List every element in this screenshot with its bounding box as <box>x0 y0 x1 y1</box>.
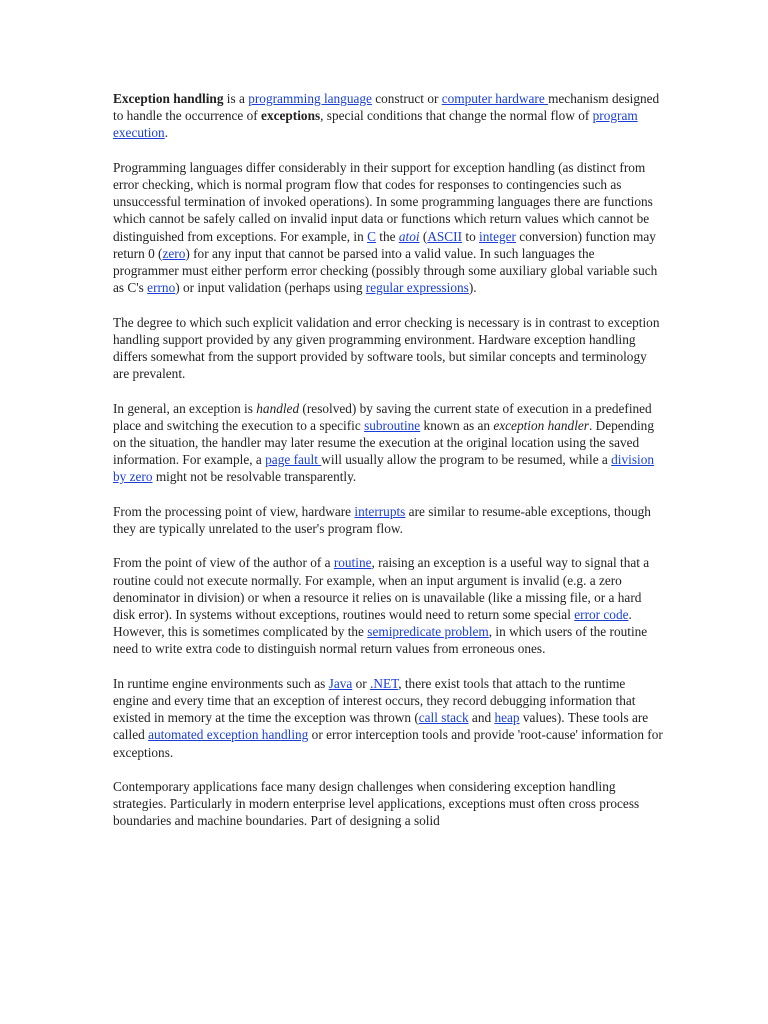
text-run: . However, this is sometimes complicated by the <box>113 607 632 640</box>
hyperlink[interactable]: zero <box>162 245 186 261</box>
hyperlink[interactable]: automated exception handling <box>148 727 309 743</box>
text-run: . Depending on the situation, the handler may later resume the execution at the original location using the saved information. For example, a <box>113 417 654 468</box>
text-run: , in which users of the routine need to write extra code to distinguish normal return values from erroneous ones. <box>113 624 648 657</box>
hyperlink[interactable]: Java <box>328 675 353 691</box>
bold-term: Exception handling <box>113 91 224 106</box>
text-run: Programming languages differ considerably in their support for exception handling (as distinct from error checking, which is normal program flow that codes for responses to contingencies such as unsuccessful termination of invoked operations). In some programming languages there are functions which cannot be safely called on invalid input data or functions which return values which cannot be distinguished from exceptions. For example, in <box>113 159 653 244</box>
hyperlink[interactable]: programming language <box>248 91 372 106</box>
italic-term: exception handler <box>493 417 589 433</box>
hyperlink[interactable]: routine <box>333 555 372 571</box>
text-run: , there exist tools that attach to the runtime engine and every time that an exception of interest occurs, they record debugging information that existed in memory at the time the exception was thrown ( <box>113 675 636 726</box>
text-run: The degree to which such explicit validation and error checking is necessary is in contrast to exception handling support provided by any given programming environment. Hardware exception handling differs somewhat from the support provided by software tools, but similar concepts and terminology are prevalent. <box>113 314 660 382</box>
hyperlink[interactable]: integer <box>479 228 516 244</box>
text-run: ( <box>419 228 428 244</box>
hyperlink[interactable]: semipredicate problem <box>367 624 489 640</box>
text-run: . <box>164 125 169 141</box>
text-run: and <box>468 710 495 726</box>
paragraph-7 <box>113 675 663 761</box>
hyperlink[interactable]: .NET <box>370 675 399 691</box>
paragraph-3 <box>113 314 663 383</box>
text-run: are similar to resume-able exceptions, though they are typically unrelated to the user's program flow. <box>113 503 651 537</box>
bold-term: exceptions <box>261 108 321 124</box>
text-run: , special conditions that change the normal flow of <box>320 108 593 124</box>
text-run: In runtime engine environments such as <box>113 675 329 691</box>
hyperlink[interactable]: call stack <box>418 710 469 726</box>
paragraph-1 <box>113 90 663 142</box>
hyperlink[interactable]: errno <box>147 280 176 296</box>
hyperlink[interactable]: regular expressions <box>365 280 469 296</box>
text-run: known as an <box>420 417 494 433</box>
italic-term: handled <box>256 400 300 416</box>
hyperlink[interactable]: ASCII <box>427 228 463 244</box>
hyperlink[interactable]: interrupts <box>354 503 406 519</box>
hyperlink[interactable]: division by zero <box>113 452 655 485</box>
text-run: ) for any input that cannot be parsed into a valid value. In such languages the programmer must either perform error checking (possibly through some auxiliary global variable such as C's <box>113 245 658 296</box>
hyperlink[interactable]: atoi <box>398 228 420 244</box>
text-run: From the point of view of the author of a <box>113 555 334 571</box>
text-run: the <box>375 228 399 244</box>
text-run: (resolved) by saving the current state of execution in a predefined place and switching the execution to a specific <box>113 400 652 433</box>
document-body <box>113 90 663 847</box>
text-run: mechanism designed to handle the occurrence of <box>113 91 660 124</box>
hyperlink[interactable]: page fault <box>265 452 322 468</box>
hyperlink[interactable]: subroutine <box>364 417 421 433</box>
text-run: will usually allow the program to be resumed, while a <box>321 452 612 468</box>
text-run: conversion) function may return 0 ( <box>113 228 656 261</box>
text-run: construct or <box>371 91 442 106</box>
text-run: is a <box>223 91 249 106</box>
hyperlink[interactable]: heap <box>494 710 520 726</box>
paragraph-4 <box>113 400 663 486</box>
text-run: In general, an exception is <box>113 400 257 416</box>
text-run: Contemporary applications face many design challenges when considering exception handling strategies. Particularly in modern enterprise level applications, exceptions must often cross process boundaries and machine boundaries. Part of designing a solid <box>113 779 640 829</box>
paragraph-5 <box>113 503 663 537</box>
text-run: to <box>462 228 480 244</box>
text-run: From the processing point of view, hardware <box>113 503 355 519</box>
hyperlink[interactable]: execution <box>113 125 165 141</box>
hyperlink[interactable]: error code <box>574 607 629 623</box>
hyperlink[interactable]: computer hardware <box>441 91 549 106</box>
paragraph-2 <box>113 159 663 297</box>
text-run: ) or input validation (perhaps using <box>175 280 366 296</box>
text-run: ). <box>468 280 477 296</box>
text-run: , raising an exception is a useful way to signal that a routine could not execute normally. For example, when an input argument is invalid (e.g. a zero denominator in division) or when a resource it relies on is unavailable (like a missing file, or a hard disk error). In systems without exceptions, routines would need to return some special <box>113 555 650 623</box>
text-run: or error interception tools and provide 'root-cause' information for exceptions. <box>113 727 663 760</box>
paragraph-8 <box>113 778 663 830</box>
hyperlink[interactable]: C <box>367 228 376 244</box>
text-run: values). These tools are called <box>113 710 649 743</box>
hyperlink[interactable]: program <box>592 108 638 124</box>
paragraph-6 <box>113 554 663 657</box>
text-run: might not be resolvable transparently. <box>152 469 357 485</box>
text-run: or <box>352 675 371 691</box>
